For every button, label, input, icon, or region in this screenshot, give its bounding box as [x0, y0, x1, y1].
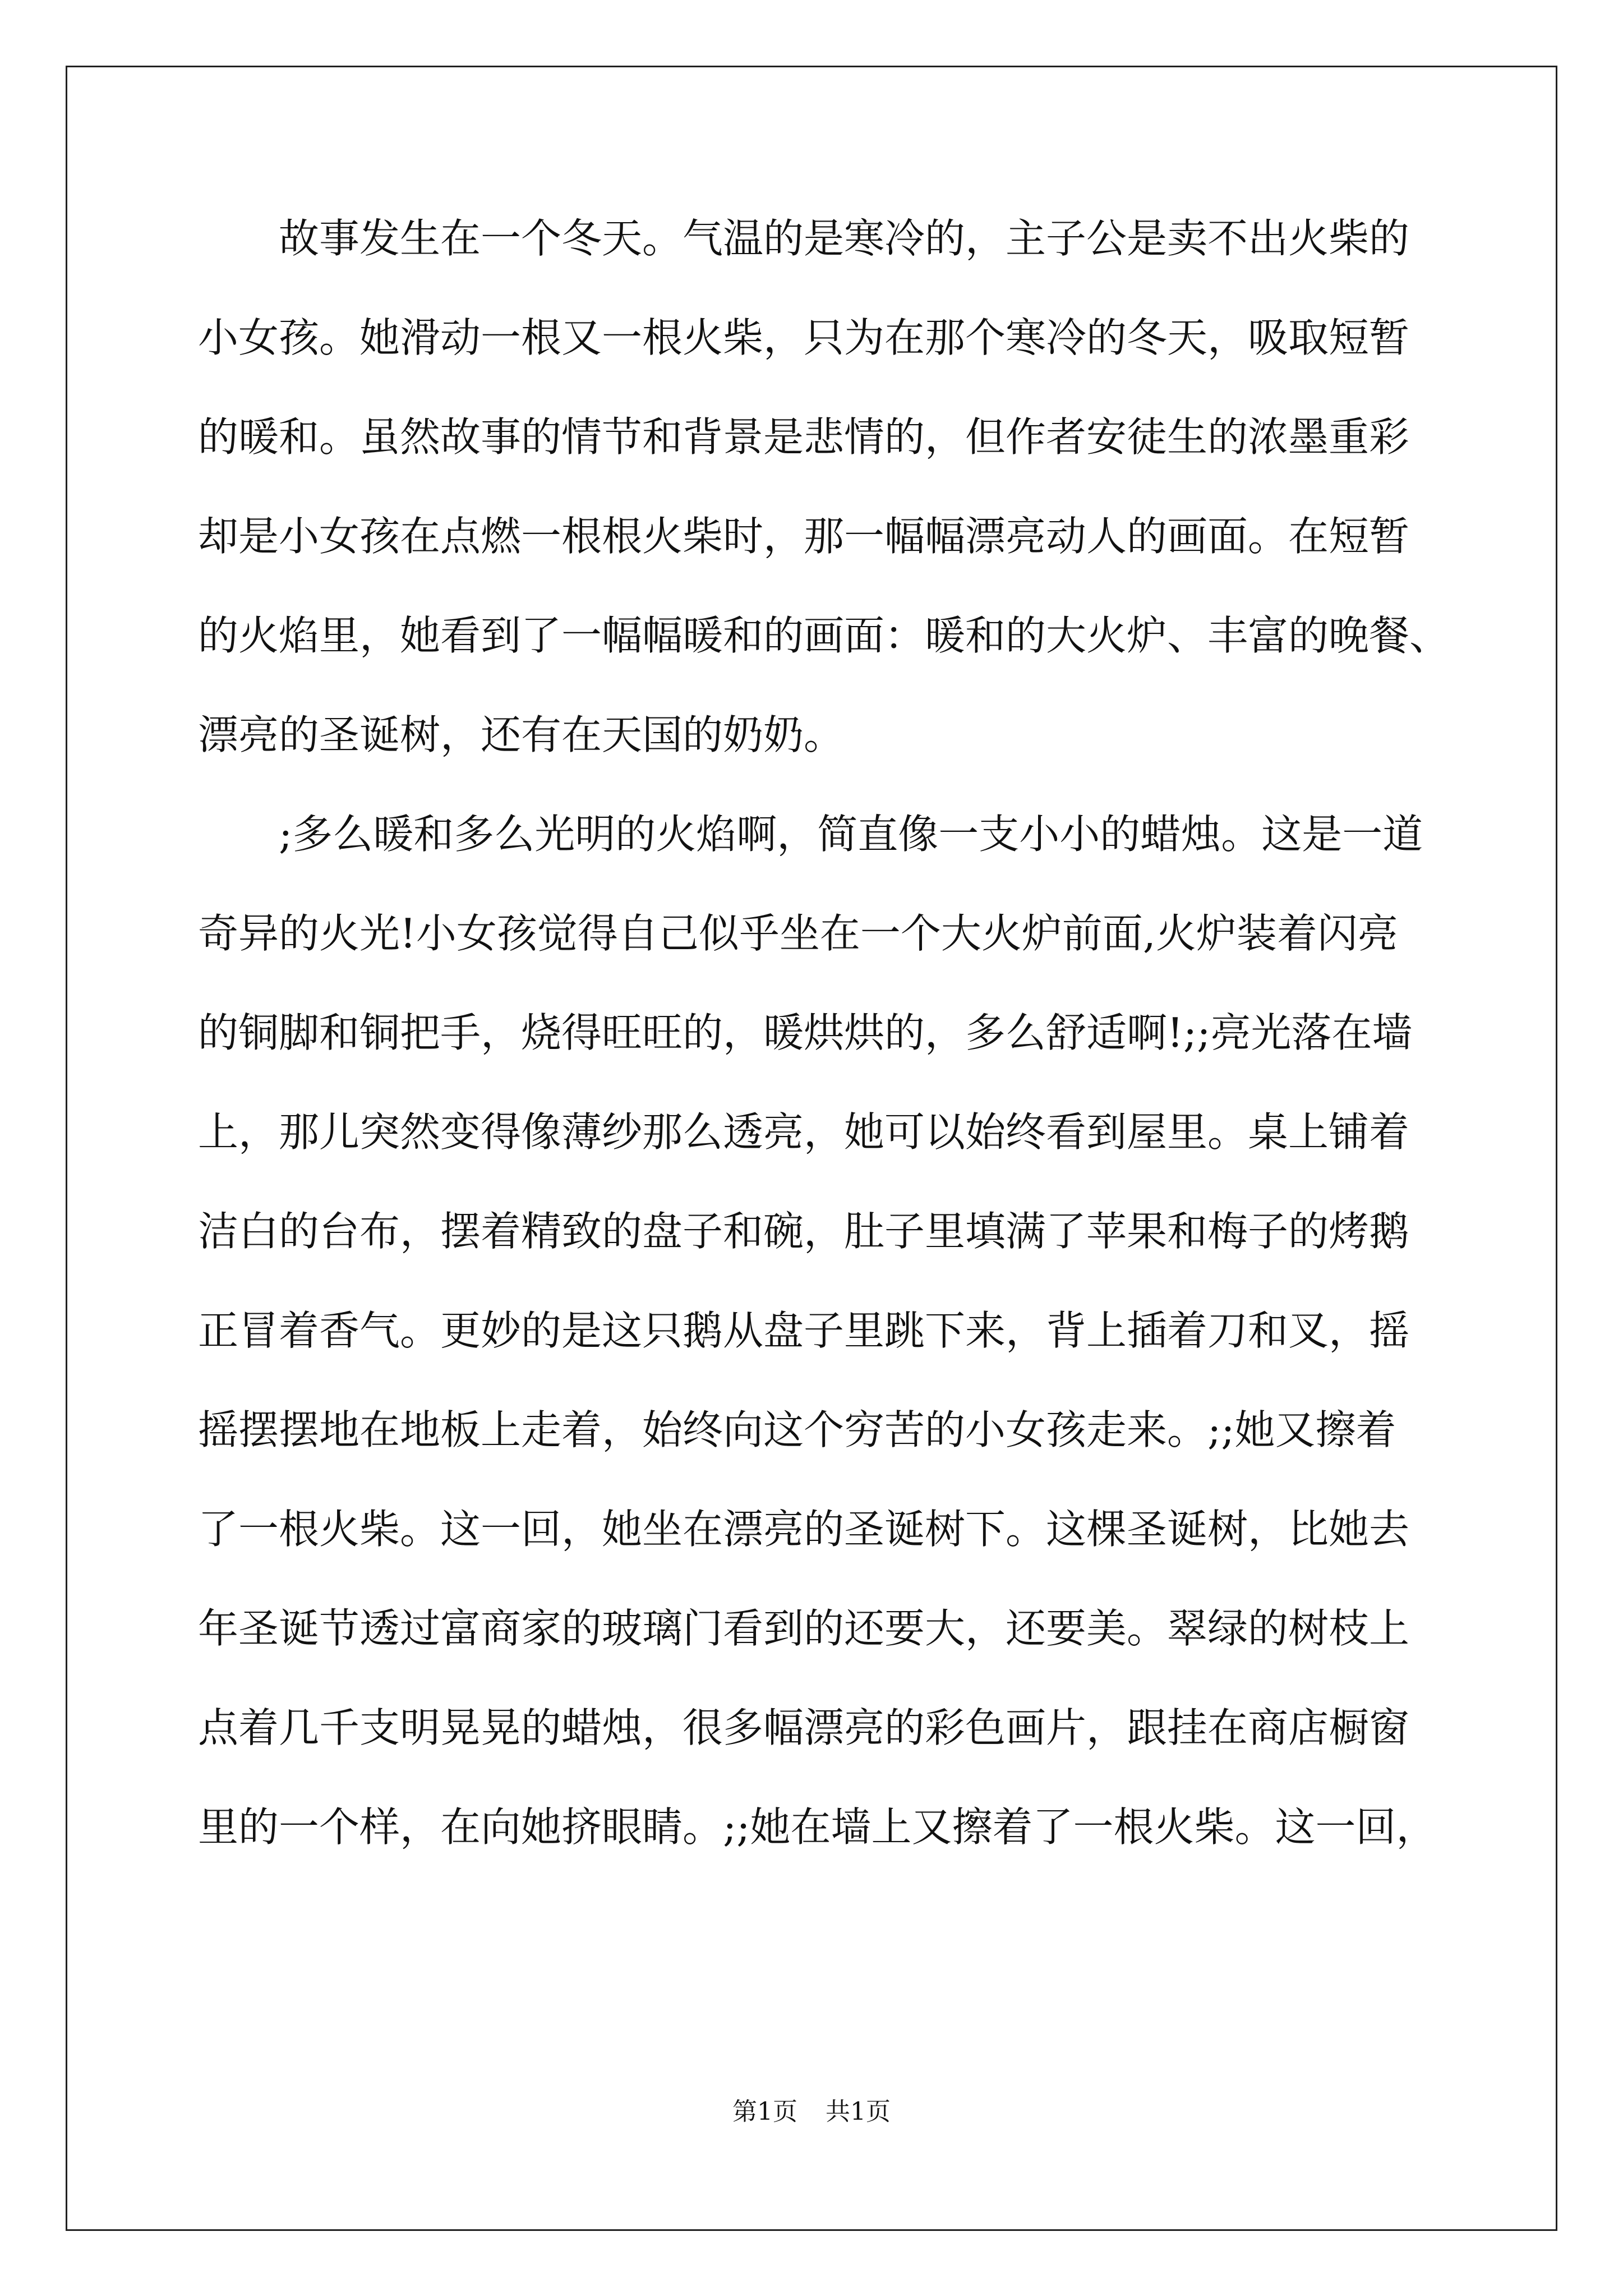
page-footer — [0, 2095, 1623, 2129]
page-number: 第1页 — [732, 2097, 797, 2126]
document-body — [198, 213, 1450, 1901]
paragraph-2 — [198, 809, 1437, 1901]
text-line: 的暖和。虽然故事的情节和背景是悲情的，但作者安徒生的浓墨重彩 — [198, 413, 1410, 461]
text-line: 却是小女孩在点燃一根根火柴时，那一幅幅漂亮动人的画面。在短暂 — [198, 513, 1410, 560]
text-line: 摇摆摆地在地板上走着，始终向这个穷苦的小女孩走来。;;她又擦着 — [198, 1406, 1396, 1453]
text-line: 了一根火柴。这一回，她坐在漂亮的圣诞树下。这棵圣诞树，比她去 — [198, 1506, 1410, 1553]
text-line: ;多么暖和多么光明的火焰啊，简直像一支小小的蜡烛。这是一道 — [279, 811, 1423, 858]
text-line: 小女孩。她滑动一根又一根火柴，只为在那个寒冷的冬天，吸取短暂 — [198, 314, 1410, 361]
text-line: 正冒着香气。更妙的是这只鹅从盘子里跳下来，背上插着刀和叉，摇 — [198, 1307, 1410, 1354]
text-line: 点着几千支明晃晃的蜡烛，很多幅漂亮的彩色画片，跟挂在商店橱窗 — [198, 1704, 1410, 1751]
text-line: 洁白的台布，摆着精致的盘子和碗，肚子里填满了苹果和梅子的烤鹅 — [198, 1208, 1410, 1255]
text-line: 年圣诞节透过富商家的玻璃门看到的还要大，还要美。翠绿的树枝上 — [198, 1605, 1410, 1652]
text-line: 漂亮的圣诞树，还有在天国的奶奶。 — [198, 711, 845, 758]
text-line: 上，那儿突然变得像薄纱那么透亮，她可以始终看到屋里。桌上铺着 — [198, 1108, 1410, 1156]
text-line: 里的一个样，在向她挤眼睛。;;她在墙上又擦着了一根火柴。这一回， — [198, 1803, 1437, 1851]
page-total: 共1页 — [826, 2097, 891, 2126]
text-line: 奇异的火光!小女孩觉得自己似乎坐在一个大火炉前面,火炉装着闪亮 — [198, 910, 1398, 957]
text-line: 故事发生在一个冬天。气温的是寒冷的，主子公是卖不出火柴的 — [279, 215, 1410, 262]
text-line: 的火焰里，她看到了一幅幅暖和的画面：暖和的大火炉、丰富的晚餐、 — [198, 612, 1450, 659]
paragraph-1 — [198, 213, 1450, 809]
text-line: 的铜脚和铜把手，烧得旺旺的，暖烘烘的，多么舒适啊!;;亮光落在墙 — [198, 1009, 1413, 1056]
